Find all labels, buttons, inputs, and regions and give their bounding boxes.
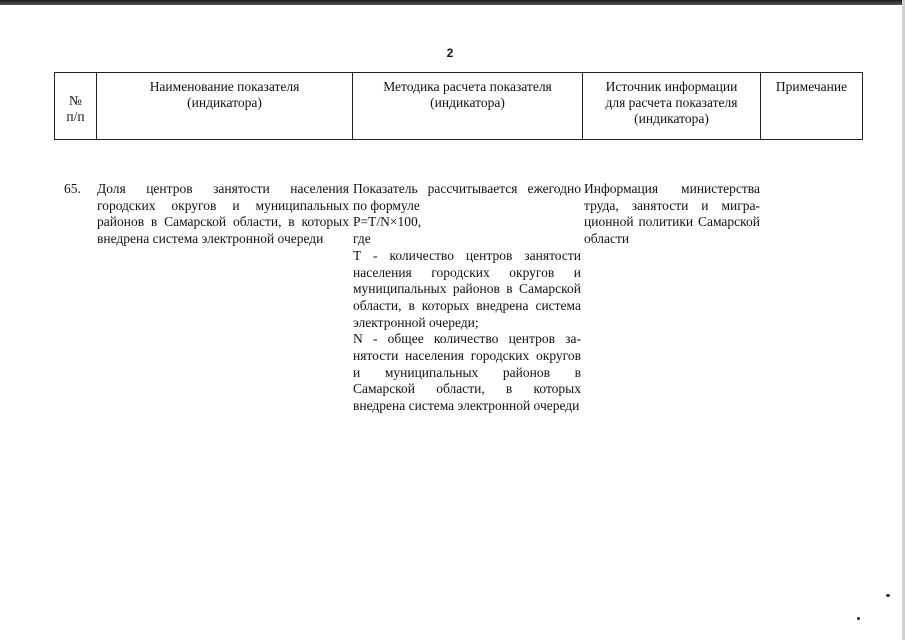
- header-information-source: Источник информации для расчета показателя (индикатора): [583, 73, 761, 140]
- method-line-formula: P=T/N×100,: [353, 214, 422, 230]
- method-line-t-definition: T - количество центров занятости населения городских округов и муниципальных районов в Самарской области, в которых внедрена система электронной очереди;: [353, 247, 581, 330]
- scan-artifact-dot: [857, 617, 860, 620]
- method-line-where: где: [353, 231, 371, 247]
- header-calculation-method: Методика расчета показателя (индикатора): [353, 73, 583, 140]
- indicator-name-text: Доля центров занятости населения городских округов и муниципальных районов в Самарской области, в которых внедрена система электронной очереди: [97, 181, 349, 247]
- scan-top-border: [0, 0, 905, 5]
- table-header: [54, 72, 863, 140]
- header-indicator-name: Наименование показателя (индикатора): [97, 73, 353, 140]
- header-note: Примечание: [761, 73, 863, 140]
- header-row: [55, 73, 863, 140]
- scan-artifact-dot: [886, 594, 890, 597]
- calculation-method-text: [353, 181, 581, 415]
- information-source-text: Информация министерства труда, занятости и миграционной политики Самарской области: [584, 181, 760, 247]
- method-line-n-definition: N - общее количество центров занятости населения городских округов и муниципальных районов в Самарской области, в которых внедрена система электронной очереди: [353, 331, 581, 414]
- method-line-intro: Показатель рассчитывается ежегодно по формуле: [353, 181, 581, 213]
- header-number: № п/п: [55, 73, 97, 140]
- page-number: 2: [446, 46, 454, 60]
- row-number: 65.: [64, 181, 81, 196]
